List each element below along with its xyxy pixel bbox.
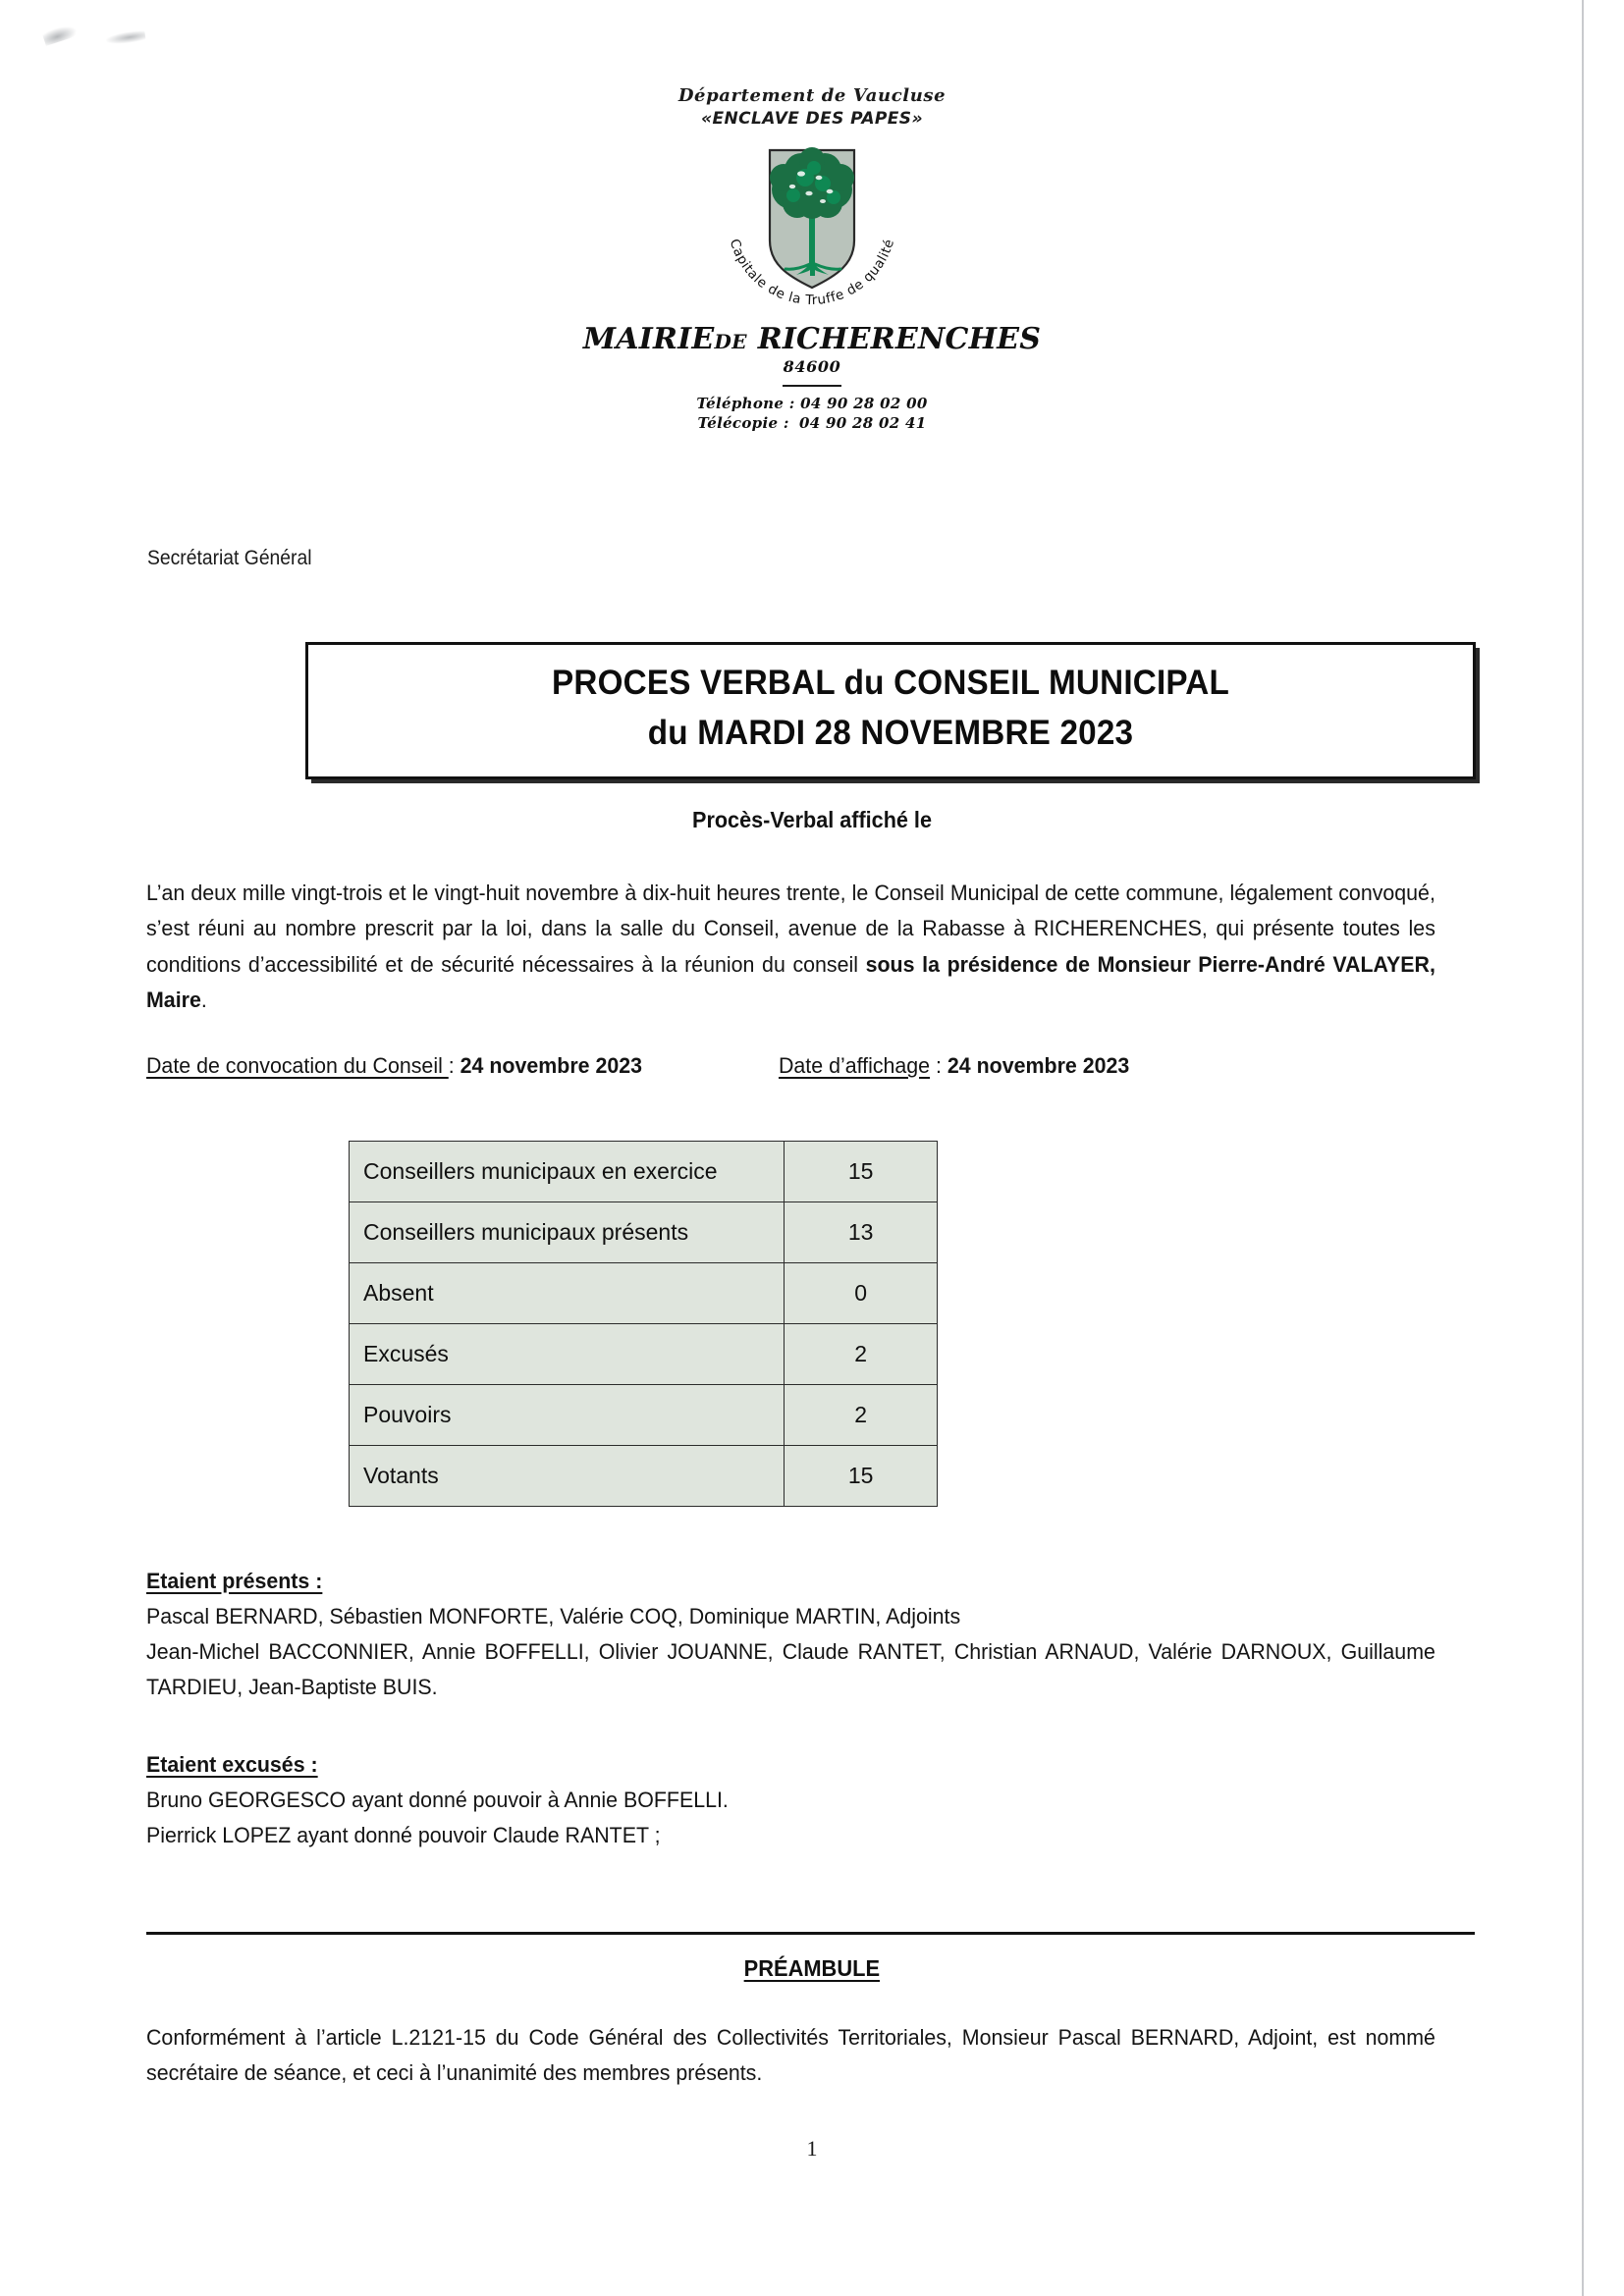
mairie-name: [0, 322, 1624, 356]
counts-row-label: Votants: [350, 1446, 785, 1507]
phone-value: 04 90 28 02 00: [800, 395, 928, 413]
department-line-1: Département de Vaucluse: [677, 85, 947, 106]
presents-line-2: Jean-Michel BACCONNIER, Annie BOFFELLI, Olivier JOUANNE, Claude RANTET, Christian ARNAUD, Valérie DARNOUX, Guillaume TARDIEU, Jean-Baptiste BUIS.: [146, 1639, 1435, 1699]
intro-text-part2: .: [200, 988, 207, 1013]
coat-of-arms: [699, 138, 925, 310]
counts-row-value: 2: [785, 1385, 938, 1446]
counts-row-label: Absent: [350, 1263, 785, 1324]
counts-row-label: Conseillers municipaux en exercice: [350, 1142, 785, 1202]
excuses-heading: Etaient excusés :: [146, 1752, 318, 1777]
document-title-box: [305, 642, 1476, 779]
table-row: [350, 1263, 938, 1324]
date-affichage-separator: :: [930, 1053, 947, 1078]
mairie-name-part1: MAIRIE: [582, 322, 715, 357]
counts-row-value: 15: [785, 1446, 938, 1507]
date-convocation-value: 24 novembre 2023: [460, 1053, 643, 1078]
date-affichage-value: 24 novembre 2023: [947, 1053, 1130, 1078]
counts-row-label: Conseillers municipaux présents: [350, 1202, 785, 1263]
counts-row-value: 13: [785, 1202, 938, 1263]
page-title-line-1: PROCES VERBAL du CONSEIL MUNICIPAL: [552, 664, 1229, 702]
counts-row-label: Pouvoirs: [350, 1385, 785, 1446]
date-convocation-label: Date de convocation du Conseil: [146, 1053, 449, 1078]
table-row: [350, 1324, 938, 1385]
letterhead-divider: [783, 385, 841, 387]
date-affichage: [779, 1053, 1129, 1079]
phone-line: [0, 394, 1624, 413]
intro-text-part1: L’an deux mille vingt-trois et le vingt-huit novembre à dix-huit heures trente, le Conseil Municipal de cette commune, légalement convoqué, s’est réuni au nombre prescrit par la loi, dans la salle du Conseil, avenue de la Rabasse à RICHERENCHES, qui présente toutes les conditions d’accessibilité et de sécurité nécessaires à la réunion du conseil: [146, 881, 1435, 977]
table-row: [350, 1446, 938, 1507]
date-affichage-label: Date d’affichage: [778, 1053, 931, 1078]
preambule-divider: [146, 1932, 1475, 1935]
shield-tree-icon: [699, 138, 925, 310]
intro-text-bold: sous la présidence de Monsieur Pierre-André VALAYER, Maire: [146, 951, 1435, 1013]
presents-line-1: Pascal BERNARD, Sébastien MONFORTE, Valérie COQ, Dominique MARTIN, Adjoints: [146, 1604, 961, 1629]
presents-heading: Etaient présents :: [146, 1569, 323, 1593]
date-convocation: [146, 1053, 642, 1079]
phone-label: Téléphone :: [696, 395, 795, 413]
intro-paragraph: [146, 876, 1435, 1019]
counts-row-value: 15: [785, 1142, 938, 1202]
scan-artifact-left: [42, 23, 79, 46]
date-convocation-separator: :: [448, 1053, 460, 1078]
table-row: [350, 1202, 938, 1263]
presents-block: [146, 1564, 1435, 1705]
preambule-body: [146, 2020, 1435, 2091]
excuses-line-1: Bruno GEORGESCO ayant donné pouvoir à Annie BOFFELLI.: [146, 1788, 729, 1812]
crest-motto-text: Capitale de la Truffe de qualité: [726, 237, 898, 309]
counts-row-value: 2: [785, 1324, 938, 1385]
page-number: 1: [806, 2136, 818, 2161]
secretariat-general-label: Secrétariat Général: [147, 547, 312, 569]
preambule-title-text: PRÉAMBULE: [743, 1955, 881, 1981]
excuses-block: [146, 1747, 1435, 1853]
department-line-2: «ENCLAVE DES PAPES»: [701, 108, 923, 129]
letterhead: [0, 86, 1624, 434]
page-title-line-2: du MARDI 28 NOVEMBRE 2023: [647, 713, 1134, 752]
mairie-name-part2: RICHERENCHES: [757, 322, 1042, 357]
fax-label: Télécopie :: [697, 414, 789, 433]
table-row: [350, 1385, 938, 1446]
fax-line: [0, 413, 1624, 433]
preambule-paragraph: Conformément à l’article L.2121-15 du Code Général des Collectivités Territoriales, Monsieur Pascal BERNARD, Adjoint, est nommé secrétaire de séance, et ceci à l’unanimité des membres présents.: [146, 2025, 1435, 2085]
preambule-title: [0, 1955, 1624, 1982]
excuses-line-2: Pierrick LOPEZ ayant donné pouvoir Claude RANTET ;: [146, 1823, 661, 1847]
affichage-heading: Procès-Verbal affiché le: [692, 807, 932, 832]
dates-row: [146, 1053, 1435, 1079]
contact-block: [0, 394, 1624, 434]
mairie-name-de: DE: [714, 330, 748, 354]
table-row: [350, 1142, 938, 1202]
counts-row-value: 0: [785, 1263, 938, 1324]
postal-code: 84600: [783, 357, 841, 377]
attendance-counts-table: [349, 1141, 938, 1507]
fax-value: 04 90 28 02 41: [799, 414, 927, 433]
counts-row-label: Excusés: [350, 1324, 785, 1385]
scan-artifact-right: [105, 29, 145, 45]
